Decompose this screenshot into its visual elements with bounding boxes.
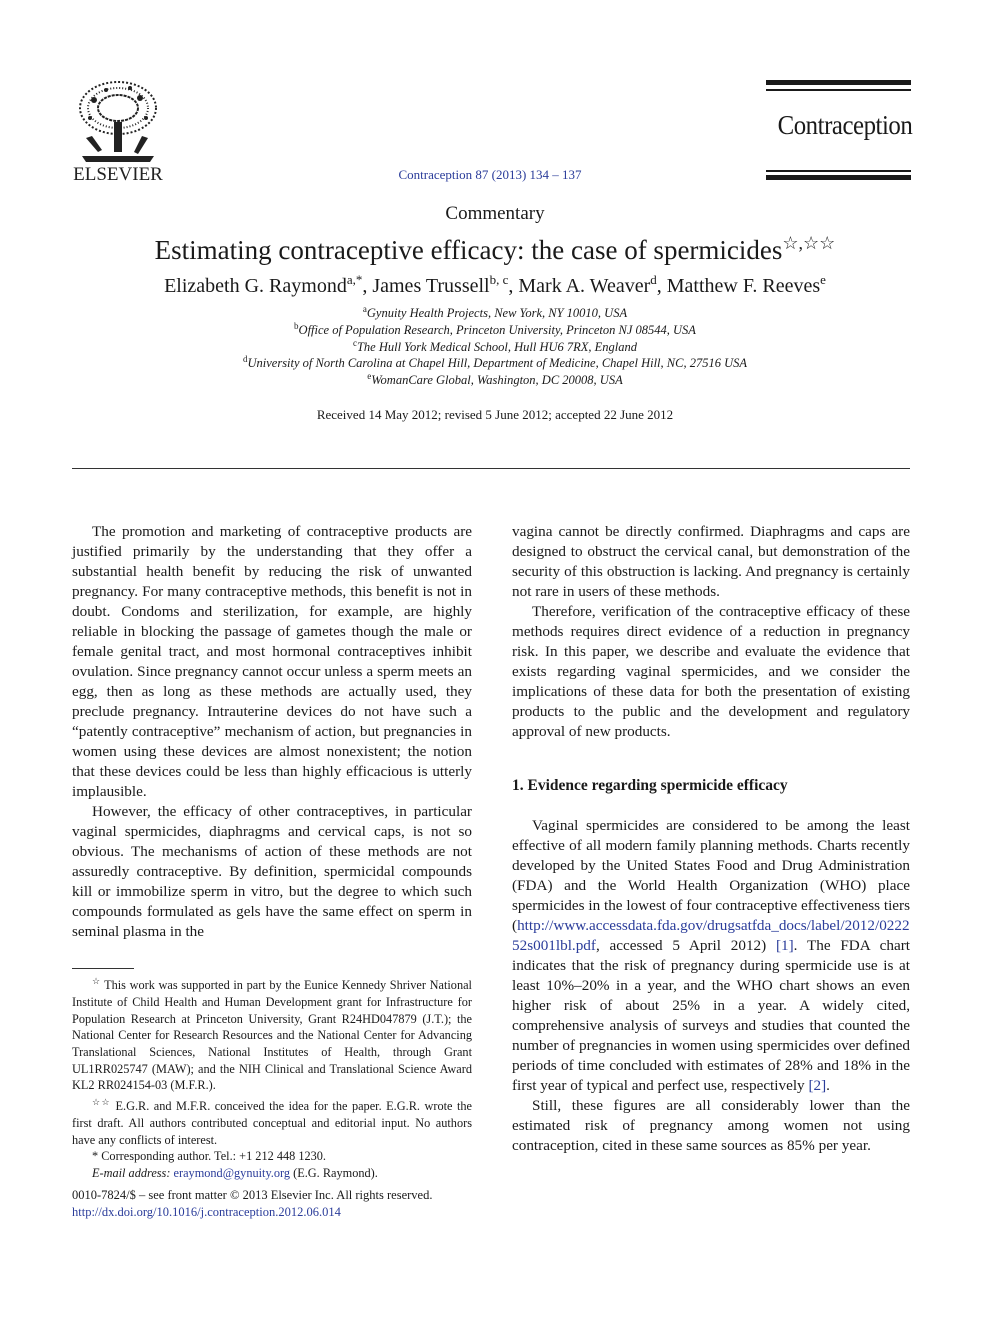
affiliation: $^c$The Hull York Medical School, Hull HU6 7RX, England (352, 338, 638, 354)
journal-reference[interactable]: Contraception 87 (2013) 134 – 137 (398, 167, 582, 182)
author-name[interactable]: James Trussell (372, 275, 490, 297)
footnote-divider (72, 968, 134, 969)
section-heading: 1. Evidence regarding spermicide efficacy (512, 777, 788, 794)
fda-label-link[interactable]: http://www.accessdata.fda.gov/drugsatfda_docs/label/2012/022252s001lbl.pdf (512, 917, 910, 954)
corresponding-author: * Corresponding author. Tel.: +1 212 448 1230. (92, 1149, 327, 1164)
author-name[interactable]: Mark A. Weaver (518, 275, 651, 297)
paragraph: The promotion and marketing of contraceptive products are justified primarily by the understanding that they offer a substantial health benefit by reducing the risk of unwanted pregnancy. For many contraceptive methods, this benefit is not in doubt. Condoms and sterilization, for example, are highly reliable in blocking the passage of gametes though the male or female genital tract, and most hormonal contraceptives inhibit ovulation. Since pregnancy cannot occur unless a sperm meets an egg, then as long as these methods are actually used, they preclude pregnancy. Intrauterine devices do not have such a “patently contraceptive” mechanism of action, but pregnancies in women using these devices are almost nonexistent; the notion that these devices could be less than highly efficacious is utterly implausible. (72, 523, 472, 800)
author-affil-mark: e (820, 272, 826, 287)
journal-name: Contraception (777, 110, 913, 140)
author-affil-mark: a,* (346, 272, 363, 287)
email-line: E-mail address: eraymond@gynuity.org (E.G. Raymond). (92, 1165, 378, 1180)
paragraph: Still, these figures are all considerably lower than the estimated risk of pregnancy among women not using contraception, cited in these same sources as 85% per year. (512, 1097, 910, 1154)
reference-link[interactable]: [2] (808, 1077, 827, 1094)
author-affil-mark: b, c (489, 272, 509, 287)
contribution-footnote: ☆☆ E.G.R. and M.F.R. conceived the idea for the paper. E.G.R. wrote the first draft. All authors contributed conceptual and editorial input. No authors have any conflicts of interest. (72, 1097, 472, 1147)
title-text: Estimating contraceptive efficacy: the case of spermicides (154, 235, 783, 265)
affiliation: $^e$WomanCare Global, Washington, DC 20008, USA (367, 371, 623, 387)
author-name[interactable]: Matthew F. Reeves (666, 275, 821, 297)
copyright-text: 0010-7824/$ – see front matter © 2013 Elsevier Inc. All rights reserved. (72, 1188, 433, 1202)
svg-text:ELSEVIER: ELSEVIER (73, 164, 163, 182)
author-list: Elizabeth G. Raymond$^{a,*}$, James Trussell$^{b, c}$, Mark A. Weaver$^d$, Matthew F. Reeves$^e$ (164, 272, 826, 297)
reference-link[interactable]: [1] (775, 937, 794, 954)
header-rule-top-thin (766, 89, 911, 91)
author-name[interactable]: Elizabeth G. Raymond (164, 275, 347, 297)
affiliation: $^b$Office of Population Research, Princeton University, Princeton NJ 08544, USA (294, 321, 696, 337)
header-rule-bottom-thin (766, 170, 911, 172)
affiliation: $^d$University of North Carolina at Chapel Hill, Department of Medicine, Chapel Hill, NC, 27516 USA (242, 354, 747, 370)
divider (72, 468, 910, 469)
body-right-column (512, 522, 910, 742)
paragraph: Vaginal spermicides are considered to be among the least effective of all modern family planning methods. Charts recently developed by the United States Food and Drug Administration (FDA) and the World Health Organization (WHO) place spermicides in the lowest of four contraceptive effectiveness tiers (http://www.accessdata.fda.gov/drugsatfda_docs/label/2012/022252s001lbl.pdf, accessed 5 April 2012) [1]. The FDA chart indicates that the risk of pregnancy during spermicide use is at least 10%–20% in a year, and the WHO chart shows an even higher risk of about 25% in a year. A widely cited, comprehensive analysis of surveys and studies that counted the number of pregnancies in women using spermicides over defined periods of time concluded with estimates of 28% and 18% in the first year of typical and perfect use, respectively [2]. (512, 817, 910, 1094)
elsevier-logo (72, 78, 164, 182)
body-left-column (72, 522, 472, 942)
header-rule-top (766, 80, 911, 85)
received-dates: Received 14 May 2012; revised 5 June 2012; accepted 22 June 2012 (316, 407, 674, 422)
article-type: Commentary (445, 203, 545, 224)
paragraph: vagina cannot be directly confirmed. Diaphragms and caps are designed to obstruct the cervical canal, but demonstration of the security of this obstruction is lacking. And pregnancy is certainly not rare in users of these methods. (512, 523, 910, 600)
email-link[interactable]: eraymond@gynuity.org (173, 1165, 291, 1180)
paragraph: However, the efficacy of other contraceptives, in particular vaginal spermicides, diaphragms and cervical caps, is not so obvious. The mechanisms of action of these methods are not assuredly contraceptive. By definition, spermicidal compounds kill or immobilize sperm in vitro, but the degree to which such compounds formulated as gels have the same effect on sperm in seminal plasma in the (72, 803, 472, 940)
funding-footnote: ☆ This work was supported in part by the Eunice Kennedy Shriver National Institute of Child Health and Human Development grant for Infrastructure for Population Research at Princeton University, Grant R24HD047879 (J.T.); the National Center for Research Resources and the National Center for Advancing Translational Sciences, National Institutes of Health, through Grant UL1RR025747 (MAW); and the NIH Clinical and Translational Science Award KL2 RR024154-03 (M.F.R.). (72, 976, 472, 1093)
affiliation: $^a$Gynuity Health Projects, New York, NY 10010, USA (362, 304, 628, 320)
footnotes (72, 973, 472, 1182)
paragraph: Therefore, verification of the contraceptive efficacy of these methods requires direct evidence of a reduction in pregnancy risk. In this paper, we describe and evaluate the evidence that exists regarding vaginal spermicides, and we consider the implications of these data for both the presentation of existing products to the public and the development and regulatory approval of new products. (512, 603, 910, 740)
author-affil-mark: d (650, 272, 657, 287)
doi-link[interactable]: http://dx.doi.org/10.1016/j.contraception.2012.06.014 (72, 1205, 341, 1219)
title-footnote-marks[interactable]: ☆,☆☆ (782, 233, 836, 253)
header-rule-bottom (766, 175, 911, 180)
body-right-column-section (512, 816, 910, 1156)
copyright-block (72, 1187, 492, 1221)
article-title (0, 233, 990, 266)
elsevier-tree-icon (72, 78, 164, 182)
